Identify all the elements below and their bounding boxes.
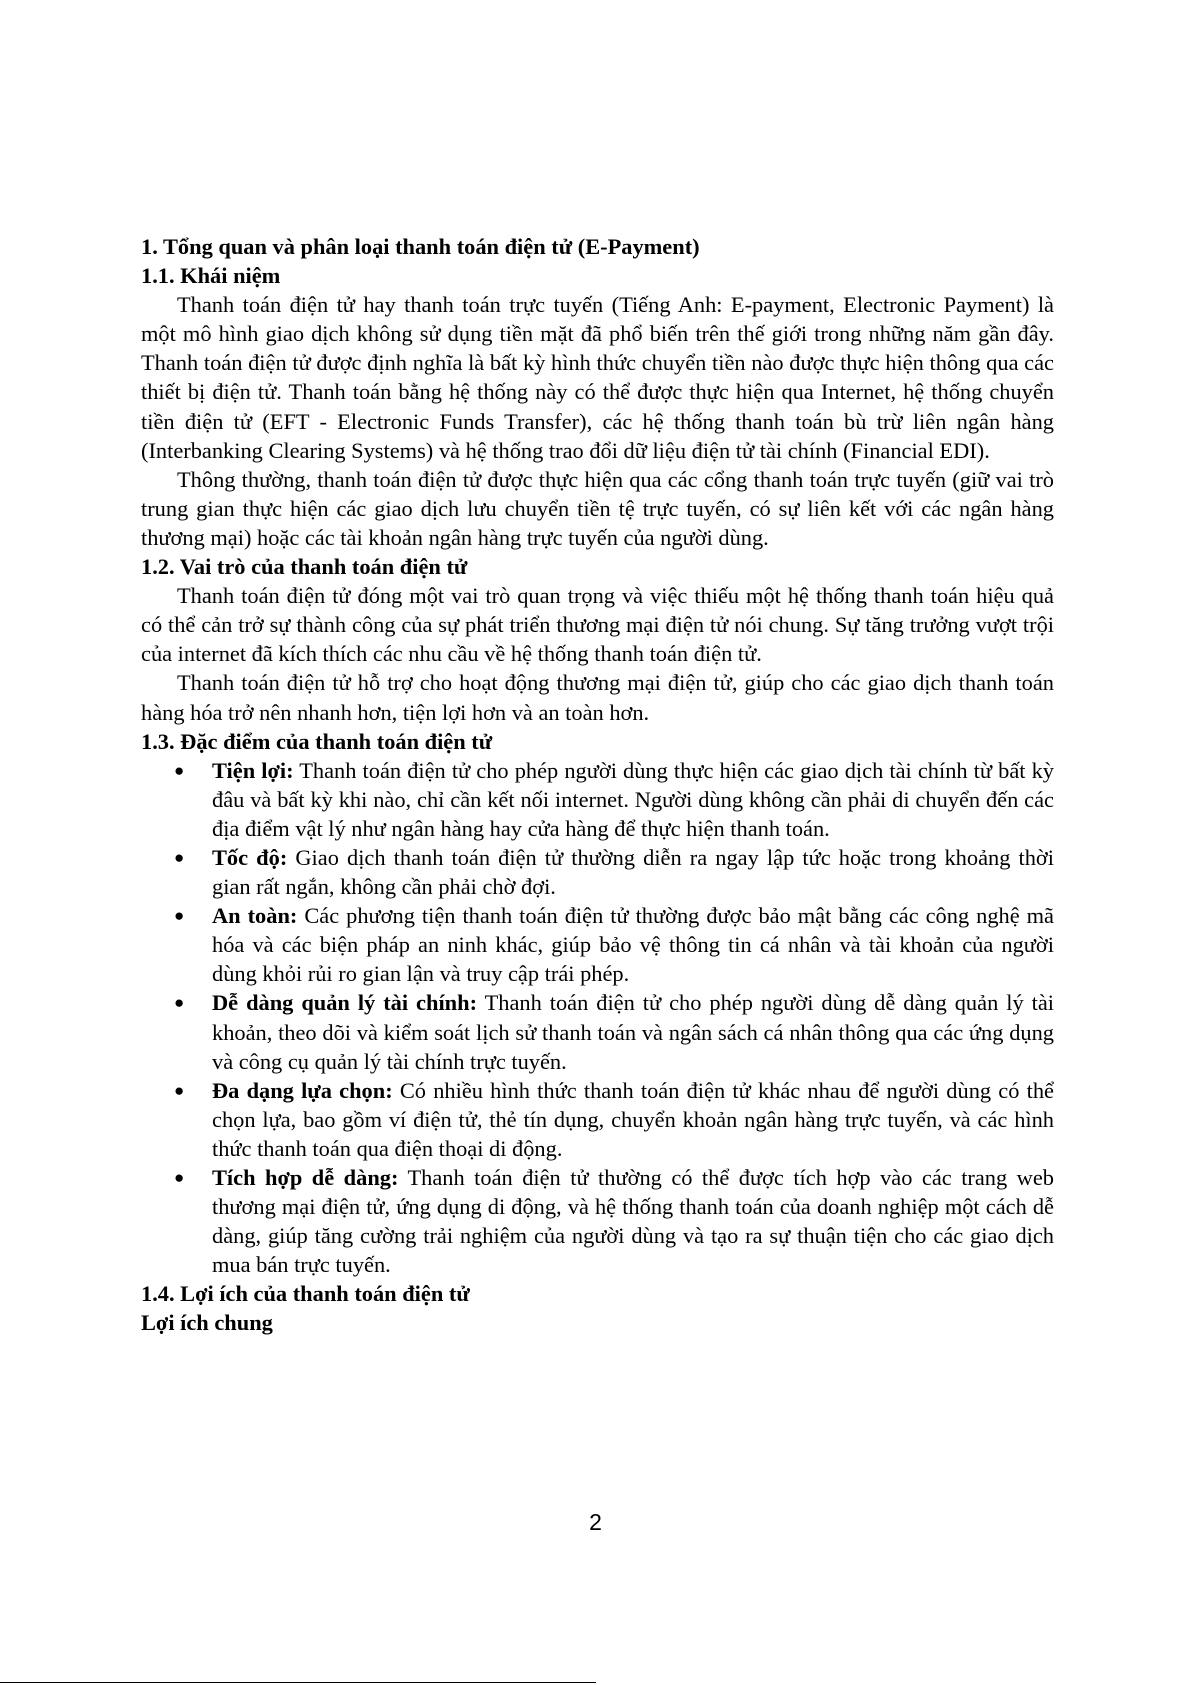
paragraph: Thanh toán điện tử hay thanh toán trực tuyến (Tiếng Anh: E-payment, Electronic Payment) là một mô hình giao dịch không sử dụng tiền mặt đã phổ biến trên thế giới trong những năm gần đây. Thanh toán điện tử được định nghĩa là bất kỳ hình thức chuyển tiền nào được thực hiện thông qua các thiết bị điện tử. Thanh toán bằng hệ thống này có thể được thực hiện qua Internet, hệ thống chuyển tiền điện tử (EFT - Electronic Funds Transfer), các hệ thống thanh toán bù trừ liên ngân hàng (Interbanking Clearing Systems) và hệ thống trao đổi dữ liệu điện tử tài chính (Financial EDI). — [141, 292, 1054, 463]
list-item — [174, 843, 1054, 901]
main-heading: 1. Tổng quan và phân loại thanh toán điện tử (E-Payment) — [141, 234, 700, 259]
paragraph: Thanh toán điện tử đóng một vai trò quan trọng và việc thiếu một hệ thống thanh toán hiệu quả có thể cản trở sự thành công của sự phát triển thương mại điện tử nói chung. Sự tăng trưởng vượt trội của internet đã kích thích các nhu cầu về hệ thống thanh toán điện tử. — [141, 583, 1054, 667]
bullet-icon: ● — [174, 847, 185, 867]
list-item — [174, 756, 1054, 843]
paragraph: Thanh toán điện tử hỗ trợ cho hoạt động thương mại điện tử, giúp cho các giao dịch thanh toán hàng hóa trở nên nhanh hơn, tiện lợi hơn và an toàn hơn. — [141, 670, 1054, 725]
section-1-2-title: 1.2. Vai trò của thanh toán điện tử — [141, 554, 468, 580]
bullet-icon: ● — [174, 993, 185, 1013]
item-text: Thanh toán điện tử cho phép người dùng dễ dàng quản lý tài khoản, theo dõi và kiểm soát lịch sử thanh toán và ngân sách cá nhân thông qua các ứng dụng và công cụ quản lý tài chính trực tuyến. — [212, 990, 1054, 1074]
item-text: Giao dịch thanh toán điện tử thường diễn ra ngay lập tức hoặc trong khoảng thời gian rất ngắn, không cần phải chờ đợi. — [212, 844, 1054, 900]
bullet-icon: ● — [174, 760, 185, 780]
section-1-1-title: 1.1. Khái niệm — [141, 263, 281, 289]
section-1-3-title: 1.3. Đặc điểm của thanh toán điện tử — [141, 728, 493, 754]
bullet-icon: ● — [174, 906, 185, 926]
item-text: Thanh toán điện tử cho phép người dùng thực hiện các giao dịch tài chính từ bất kỳ đâu và bất kỳ khi nào, chỉ cần kết nối internet. Người dùng không cần phải di chuyển đến các địa điểm vật lý như ngân hàng hay cửa hàng để thực hiện thanh toán. — [212, 757, 1054, 841]
item-term: Tích hợp dễ dàng: — [212, 1165, 399, 1190]
item-term: Dễ dàng quản lý tài chính: — [212, 990, 478, 1016]
list-item — [174, 1076, 1054, 1163]
list-item — [174, 1163, 1054, 1279]
section-1-4-title: 1.4. Lợi ích của thanh toán điện tử — [141, 1281, 470, 1307]
item-text: Thanh toán điện tử thường có thể được tích hợp vào các trang web thương mại điện tử, ứng dụng di động, và hệ thống thanh toán của doanh nghiệp một cách dễ dàng, giúp tăng cường trải nghiệm của người dùng và tạo ra sự thuận tiện cho các giao dịch mua bán trực tuyến. — [212, 1165, 1054, 1278]
item-text: Có nhiều hình thức thanh toán điện tử khác nhau để người dùng có thể chọn lựa, bao gồm ví điện tử, thẻ tín dụng, chuyển khoản ngân hàng trực tuyến, và các hình thức thanh toán qua điện thoại di động. — [212, 1077, 1054, 1161]
footer-divider — [0, 1682, 596, 1683]
item-term: Tốc độ: — [212, 844, 288, 870]
bullet-icon: ● — [174, 1168, 185, 1187]
features-list — [141, 756, 1054, 1280]
item-term: Tiện lợi: — [212, 757, 294, 783]
item-text: Các phương tiện thanh toán điện tử thường được bảo mật bằng các công nghệ mã hóa và các biện pháp an ninh khác, giúp bảo vệ thông tin cá nhân và tài khoản của người dùng khỏi rủi ro gian lận và truy cập trái phép. — [212, 903, 1054, 987]
document-body — [141, 232, 1054, 1338]
page-number: 2 — [589, 1509, 602, 1535]
section-1-4-subtitle: Lợi ích chung — [141, 1310, 273, 1336]
paragraph: Thông thường, thanh toán điện tử được thực hiện qua các cổng thanh toán trực tuyến (giữ vai trò trung gian thực hiện các giao dịch lưu chuyển tiền tệ trực tuyến, có sự liên kết với các ngân hàng thương mại) hoặc các tài khoản ngân hàng trực tuyến của người dùng. — [141, 466, 1054, 550]
item-term: Đa dạng lựa chọn: — [212, 1077, 393, 1103]
item-term: An toàn: — [212, 903, 298, 929]
bullet-icon: ● — [174, 1080, 185, 1100]
list-item — [174, 988, 1054, 1075]
list-item — [174, 901, 1054, 988]
